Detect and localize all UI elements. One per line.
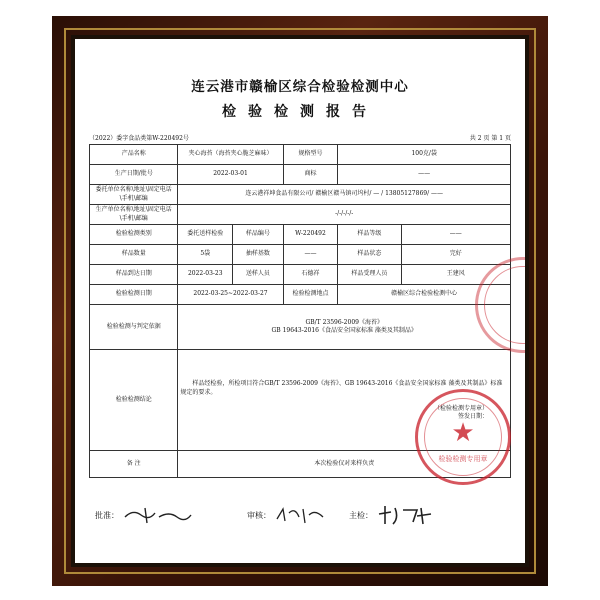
inspect-type-label: 检验检测类别 <box>90 225 178 245</box>
table-row <box>90 145 511 165</box>
frame-inner <box>71 35 529 567</box>
handwritten-signature-icon <box>123 505 193 525</box>
receiver-value: 王建风 <box>401 265 511 285</box>
period-value: 2022-03-25~2022-03-27 <box>178 285 283 305</box>
conclusion-value <box>178 350 511 451</box>
base-label: 抽样基数 <box>233 245 284 265</box>
report-paper <box>75 39 525 563</box>
client-value: 连云港祥坤食品有限公司/ 赣榆区赣马镇司坞村/ — / 13805127869/ —— <box>178 185 511 205</box>
date-value: 2022-03-01 <box>178 165 283 185</box>
product-name-value: 夹心海苔（海苔夹心脆芝麻味） <box>178 145 283 165</box>
grade-label: 样品等级 <box>338 225 401 245</box>
client-label: 委托单位名称\地址\固定电话\手机\邮编 <box>90 185 178 205</box>
basis-line-2: GB 19643-2016《食品安全国家标准 藻类及其制品》 <box>271 327 417 334</box>
table-row <box>90 451 511 478</box>
spec-label: 规格型号 <box>283 145 338 165</box>
period-label: 检验检测日期 <box>90 285 178 305</box>
qty-value: 5袋 <box>178 245 233 265</box>
sender-value: 石德祥 <box>283 265 338 285</box>
seal-text: 检验检测专用章 <box>438 455 488 463</box>
basis-line-1: GB/T 23596-2009《海苔》 <box>305 318 383 326</box>
remark-value: 本次检验仅对来样负责 <box>178 451 511 478</box>
spec-value: 100克/袋 <box>338 145 511 165</box>
review-label: 审核： <box>247 510 271 520</box>
arrive-value: 2022-03-23 <box>178 265 233 285</box>
main-label: 主检： <box>349 510 373 520</box>
handwritten-signature-icon <box>377 504 433 526</box>
table-row <box>90 245 511 265</box>
handwritten-signature-icon <box>275 505 325 525</box>
place-value: 赣榆区综合检验检测中心 <box>338 285 511 305</box>
date-label: 生产日期/批号 <box>90 165 178 185</box>
table-row <box>90 225 511 245</box>
report-meta <box>89 133 511 144</box>
sender-label: 送样人员 <box>233 265 284 285</box>
report-title: 连云港市赣榆区综合检验检测中心 <box>191 79 409 95</box>
sample-no-label: 样品编号 <box>233 225 284 245</box>
state-value: 完好 <box>401 245 511 265</box>
conclusion-label: 检验检测结论 <box>90 350 178 451</box>
producer-label: 生产单位名称\地址\固定电话\手机\邮编 <box>90 205 178 225</box>
page-info: 共 2 页 第 1 页 <box>469 135 511 142</box>
star-icon: ★ <box>451 418 475 448</box>
producer-value: -/-/-/-/- <box>178 205 511 225</box>
signature-line <box>89 504 511 526</box>
table-row <box>90 205 511 225</box>
table-row <box>90 285 511 305</box>
brand-label: 商标 <box>283 165 338 185</box>
table-row <box>90 305 511 350</box>
grade-value: —— <box>401 225 511 245</box>
report-subtitle: 检验检测报告 <box>222 104 378 120</box>
place-label: 检验检测地点 <box>283 285 338 305</box>
receiver-label: 样品受理人员 <box>338 265 401 285</box>
brand-value: —— <box>338 165 511 185</box>
product-name-label: 产品名称 <box>90 145 178 165</box>
basis-value <box>178 305 511 350</box>
conclusion-sign-block <box>180 405 508 422</box>
picture-frame <box>52 16 548 586</box>
sample-no-value: W-220492 <box>283 225 338 245</box>
review-signature <box>247 505 325 525</box>
approve-label: 批准： <box>95 510 119 520</box>
report-table <box>89 144 511 478</box>
remark-label: 备 注 <box>90 451 178 478</box>
basis-label: 检验检测与判定依据 <box>90 305 178 350</box>
inspect-type-value: 委托送样检验 <box>178 225 233 245</box>
main-signature <box>349 504 433 526</box>
conclusion-stamp: （检验检测专用章） <box>433 404 488 412</box>
qty-label: 样品数量 <box>90 245 178 265</box>
table-row <box>90 185 511 205</box>
conclusion-date: 签发日期： <box>457 413 488 420</box>
arrive-label: 样品到达日期 <box>90 265 178 285</box>
frame-gold-border <box>64 28 536 574</box>
table-row <box>90 265 511 285</box>
table-row <box>90 165 511 185</box>
table-row <box>90 350 511 451</box>
state-label: 样品状态 <box>338 245 401 265</box>
report-number: （2022）委字食品类第W-220492号 <box>89 135 189 142</box>
conclusion-text: 样品经检验，所检项目符合GB/T 23596-2009《海苔》、GB 19643-2016《食品安全国家标准 藻类及其制品》标准规定的要求。 <box>180 379 503 396</box>
base-value: —— <box>283 245 338 265</box>
approve-signature <box>95 505 193 525</box>
